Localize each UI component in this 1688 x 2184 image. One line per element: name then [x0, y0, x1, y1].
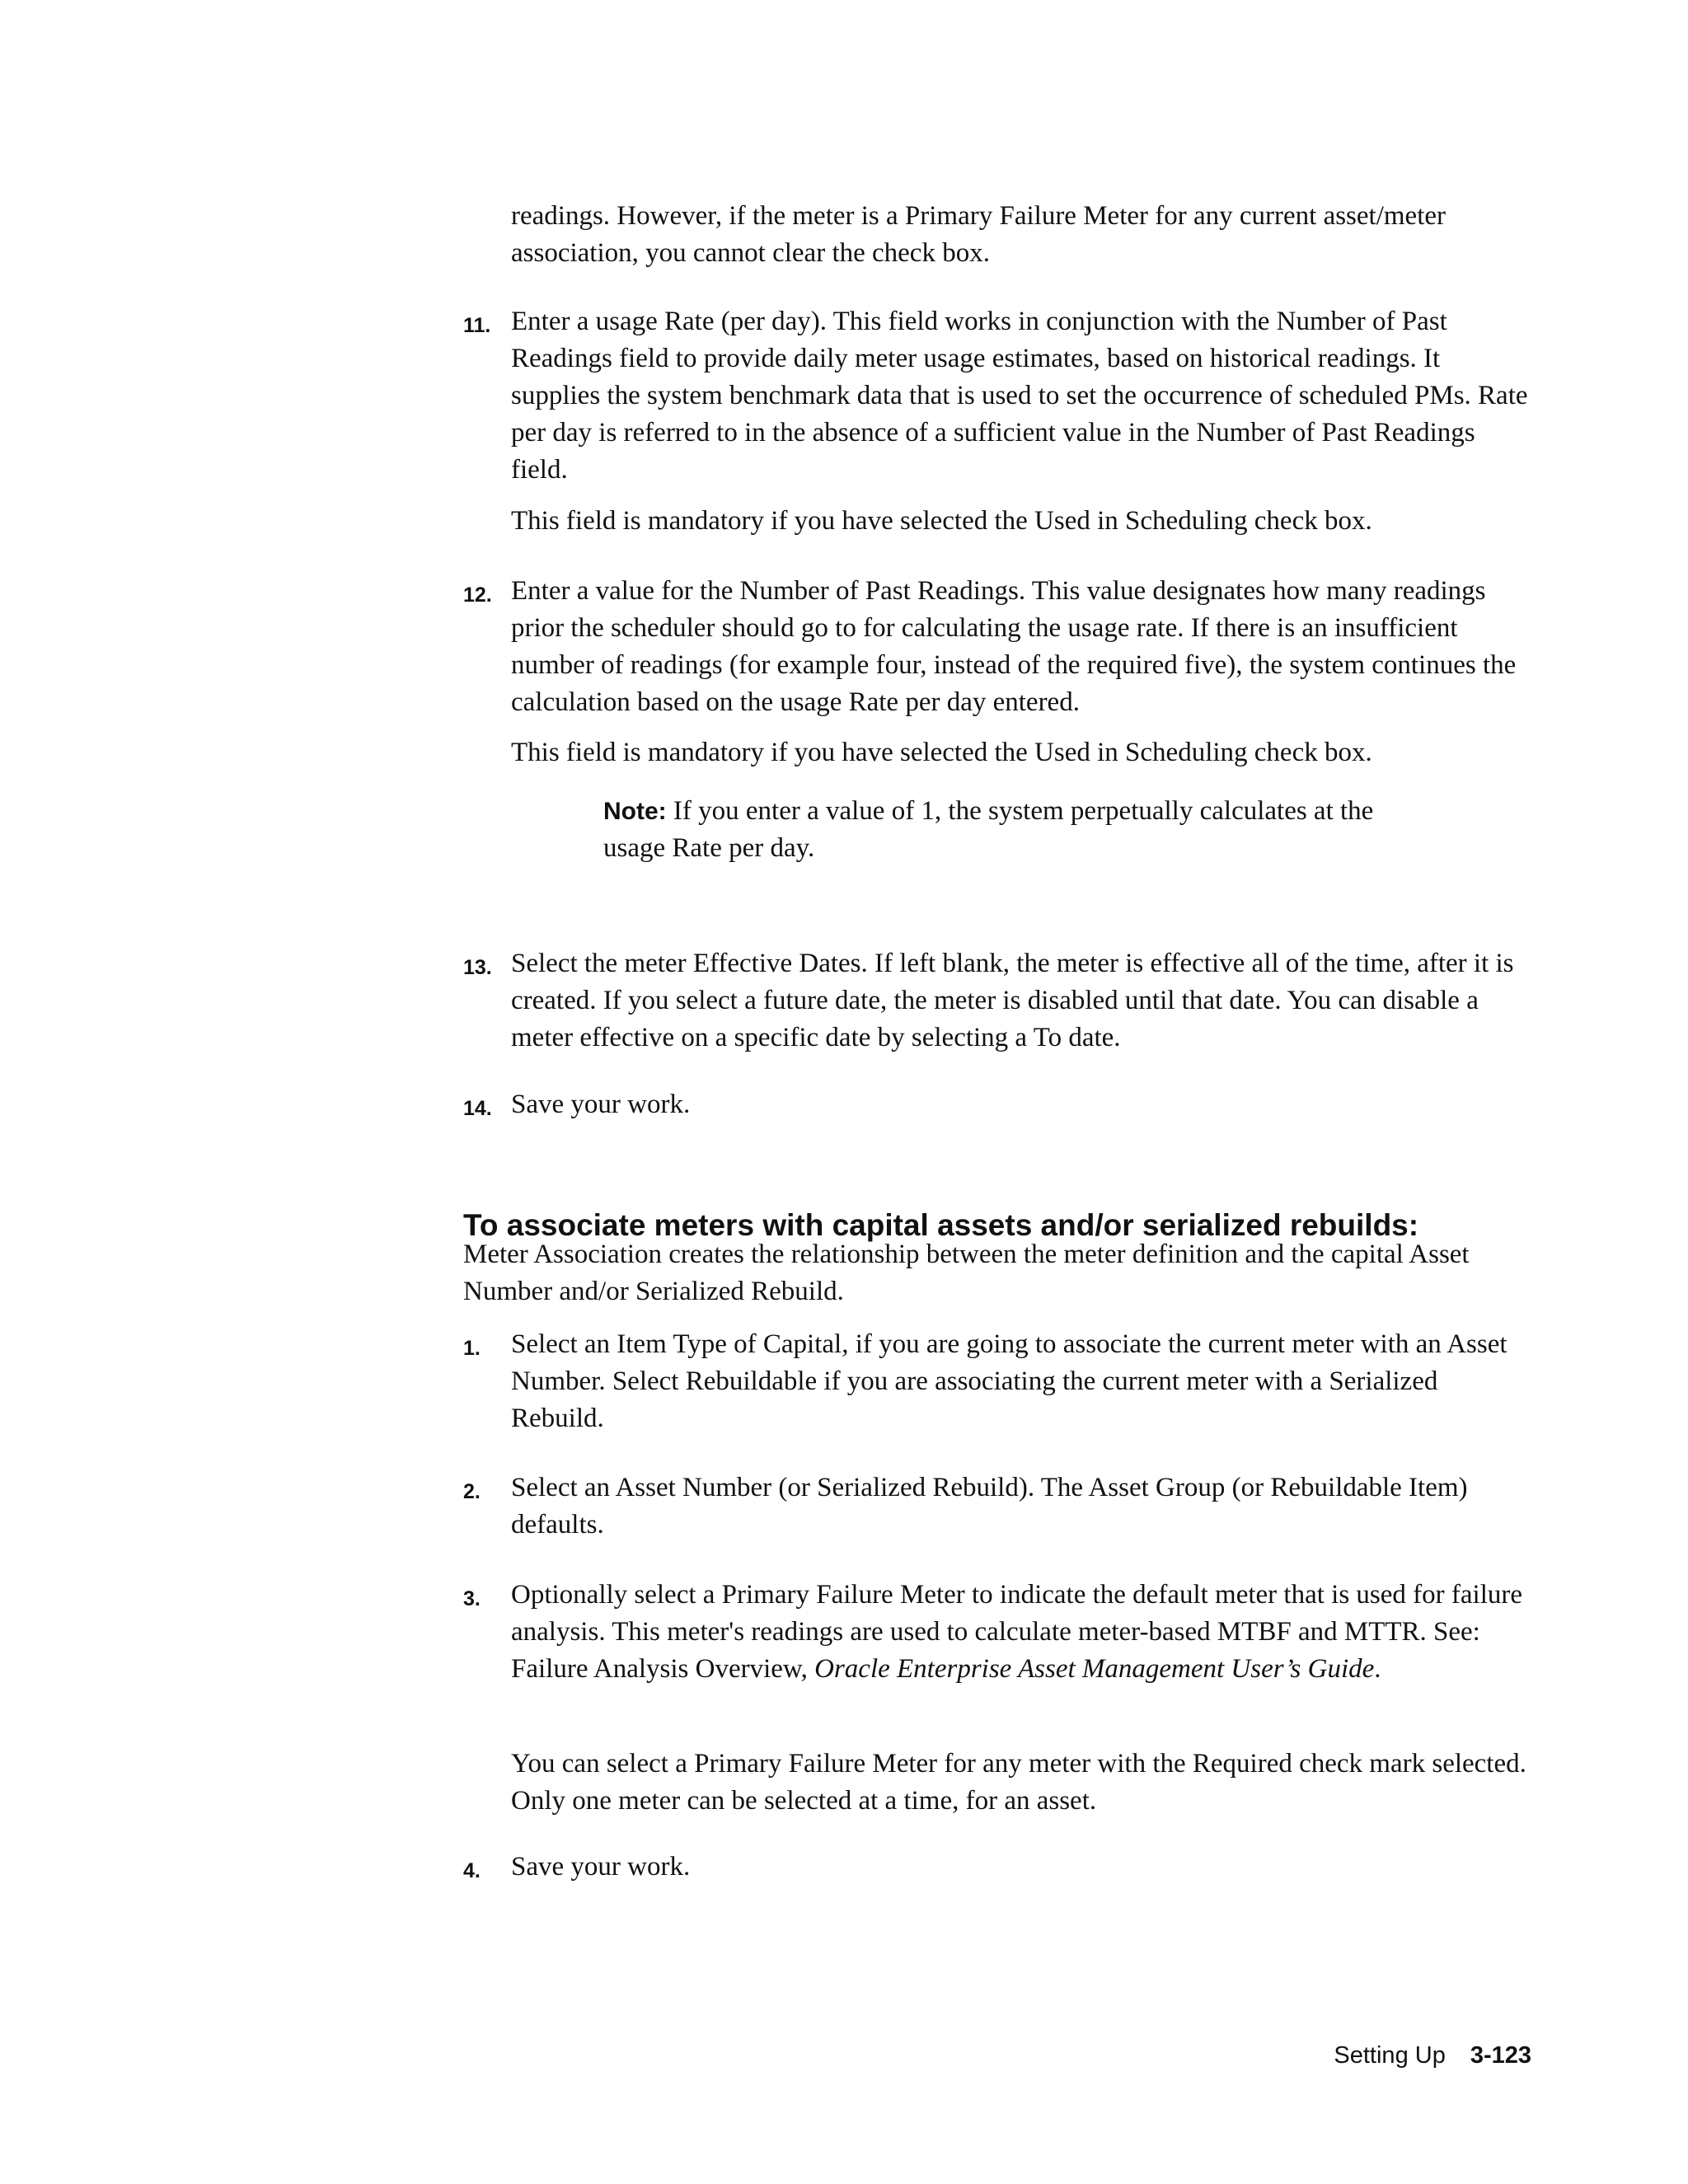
step-number: 13.: [463, 956, 492, 979]
footer-section-title: Setting Up: [1334, 2042, 1446, 2069]
intro-paragraph: readings. However, if the meter is a Primary Failure Meter for any current asset/meter association, you cannot clear the check box.: [511, 201, 1447, 268]
step-text: Save your work.: [511, 1852, 691, 1882]
note-label: Note:: [603, 798, 667, 825]
page-number: 3-123: [1470, 2042, 1531, 2069]
step-number: 2.: [463, 1480, 481, 1503]
step-number: 4.: [463, 1859, 481, 1882]
step-text: Select an Asset Number (or Serialized Rebuild). The Asset Group (or Rebuildable Item) defaults.: [511, 1473, 1468, 1540]
step-text: Select an Item Type of Capital, if you are going to associate the current meter with an Asset Number. Select Rebuildable if you are associating the current meter with a Serialized Rebuild.: [511, 1329, 1507, 1433]
step-subparagraph: You can select a Primary Failure Meter for any meter with the Required check mark selected. Only one meter can be selected at a time, for an asset.: [511, 1749, 1526, 1816]
step-text: Select the meter Effective Dates. If left blank, the meter is effective all of the time, after it is created. If you select a future date, the meter is disabled until that date. You can disable a meter effective on a specific date by selecting a To date.: [511, 949, 1514, 1052]
step-number: 1.: [463, 1337, 481, 1360]
step-text: [511, 1577, 1533, 1688]
step-text: Enter a value for the Number of Past Readings. This value designates how many readings prior the scheduler should go to for calculating the usage rate. If there is an insufficient number of readings (for example four, instead of the required five), the system continues the calculation based on the usage Rate per day entered.: [511, 576, 1517, 717]
step-number: 11.: [463, 314, 491, 337]
step-number: 12.: [463, 583, 492, 607]
page-footer: [1334, 2039, 1531, 2072]
step-text: Enter a usage Rate (per day). This field works in conjunction with the Number of Past Readings field to provide daily meter usage estimates, based on historical readings. It supplies the system benchmark data that is used to set the occurrence of scheduled PMs. Rate per day is referred to in the absence of a sufficient value in the Number of Past Readings field.: [511, 307, 1528, 485]
step-number: 3.: [463, 1587, 481, 1610]
note-text: If you enter a value of 1, the system perpetually calculates at the usage Rate per day.: [603, 796, 1374, 863]
step-subparagraph: This field is mandatory if you have selected the Used in Scheduling check box.: [511, 738, 1372, 767]
step-number: 14.: [463, 1097, 492, 1120]
step-text-end: .: [1374, 1654, 1381, 1684]
step-text: Save your work.: [511, 1090, 691, 1119]
section-heading: To associate meters with capital assets and/or serialized rebuilds:: [463, 1208, 1419, 1242]
section-intro: Meter Association creates the relationship between the meter definition and the capital Asset Number and/or Serialized Rebuild.: [463, 1240, 1470, 1306]
step-subparagraph: This field is mandatory if you have selected the Used in Scheduling check box.: [511, 506, 1372, 536]
step-text-main: Optionally select a Primary Failure Meter to indicate the default meter that is used for failure analysis. This meter's readings are used to calculate meter-based MTBF and MTTR. See: Failure Analysis Overview,: [511, 1580, 1522, 1684]
note-block: [603, 793, 1428, 867]
book-title: Oracle Enterprise Asset Management User’s Guide: [814, 1654, 1375, 1684]
